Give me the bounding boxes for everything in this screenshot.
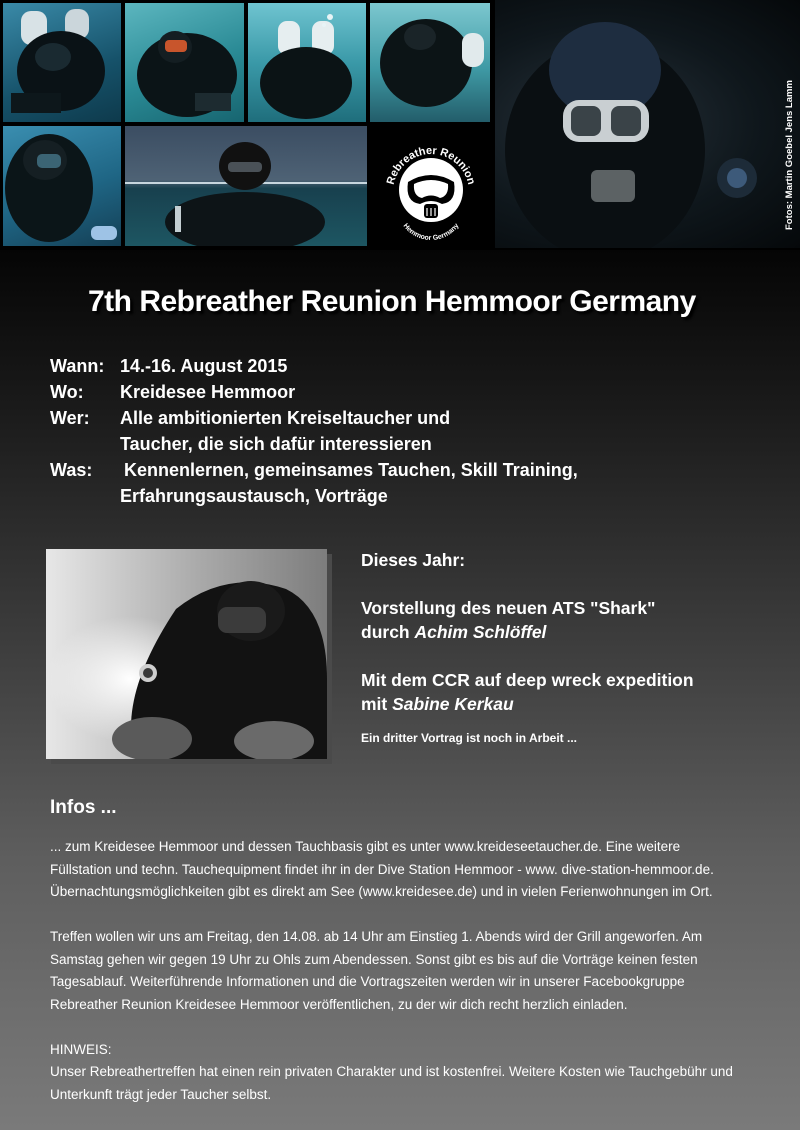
text-line: Rebreather Reunion Kreidesee Hemmoor veröffentlichen, zu der wir dich recht herzlich einladen. [50, 996, 628, 1012]
infos-paragraph-hinweis [50, 1039, 790, 1107]
text-line: Samstag gehen wir gegen 19 Uhr zu Ohls zum Abendessen. Sonst gibt es bis auf die Vorträge keinen festen [50, 951, 698, 967]
diver-portrait-photo [495, 0, 800, 248]
infos-paragraph-schedule [50, 926, 790, 1016]
text-line: Füllstation und techn. Tauchequipment findet ihr in der Dive Station Hemmoor - www. dive-station-hemmoor.de. [50, 861, 714, 877]
talk1-speaker: Achim Schlöffel [414, 622, 547, 642]
text-line: Unser Rebreathertreffen hat einen rein privaten Charakter und ist kostenfrei. Weitere Kosten wie Tauchgebühr und [50, 1064, 733, 1079]
info-label: Wann: [50, 356, 105, 376]
infos-heading: Infos ... [50, 797, 117, 818]
talk2-by: mit [361, 694, 393, 714]
diver-photo-4 [370, 3, 490, 122]
svg-text:Hemmoor Germany [402, 222, 461, 242]
diver-bw-photo [46, 549, 327, 759]
info-label: Wer: [50, 408, 90, 428]
photo-credit: Fotos: Martin Goebel Jens Lamm [784, 80, 795, 230]
info-value: Alle ambitionierten Kreiseltaucher und [120, 408, 451, 428]
logo-bottom-text: Hemmoor Germany [401, 222, 461, 243]
diver-photo-3 [248, 3, 366, 122]
text-line: Tagesablauf. Weiterführende Informationen und die Vortragszeiten werden wir in unserer Facebookgruppe [50, 974, 685, 989]
talk1-speaker-line [361, 620, 694, 644]
info-value: Erfahrungsaustausch, Vorträge [120, 486, 388, 506]
info-value: Kreidesee Hemmoor [120, 382, 296, 402]
diver-photo-5 [3, 126, 121, 246]
photo-collage-header [0, 0, 800, 250]
diver-photo-1 [3, 3, 121, 122]
diver-photo-2 [125, 3, 244, 122]
talk2-title: Mit dem CCR auf deep wreck expedition [361, 670, 694, 690]
talk2-speaker: Sabine Kerkau [392, 694, 514, 714]
hinweis-label: HINWEIS: [50, 1041, 112, 1057]
infos-paragraph-location [50, 836, 790, 904]
talks-heading: Dieses Jahr: [361, 550, 466, 570]
text-line: Treffen wollen wir uns am Freitag, den 14.08. ab 14 Uhr am Einstieg 1. Abends wird der Grill angeworfen. Am [50, 929, 703, 944]
text-line: Übernachtungsmöglichkeiten gibt es direkt am See (www.kreidesee.de) und in vielen Ferienwohnungen im Ort. [50, 884, 713, 899]
info-label: Wo: [50, 382, 84, 402]
info-label: Was: [50, 460, 93, 480]
diver-photo-surface [125, 126, 367, 246]
info-value: Taucher, die sich dafür interessieren [120, 434, 432, 454]
talk3-note: Ein dritter Vortrag ist noch in Arbeit ... [361, 731, 578, 745]
logo-top-text: Rebreather Reunion [384, 144, 478, 186]
page-title: 7th Rebreather Reunion Hemmoor Germany [88, 285, 696, 318]
infos-body [50, 836, 790, 1129]
rebreather-reunion-logo [372, 126, 490, 246]
info-value: Kennenlernen, gemeinsames Tauchen, Skill Training, [124, 460, 578, 480]
text-line: ... zum Kreidesee Hemmoor und dessen Tauchbasis gibt es unter www.kreideseetaucher.de. Eine weitere [50, 839, 681, 854]
talk1-title: Vorstellung des neuen ATS "Shark" [361, 598, 656, 618]
talk1-by: durch [361, 622, 415, 642]
talks-section [361, 548, 694, 750]
talk2-speaker-line [361, 692, 694, 716]
text-line: Unterkunft trägt jeder Taucher selbst. [50, 1086, 272, 1102]
info-value: 14.-16. August 2015 [120, 356, 288, 376]
